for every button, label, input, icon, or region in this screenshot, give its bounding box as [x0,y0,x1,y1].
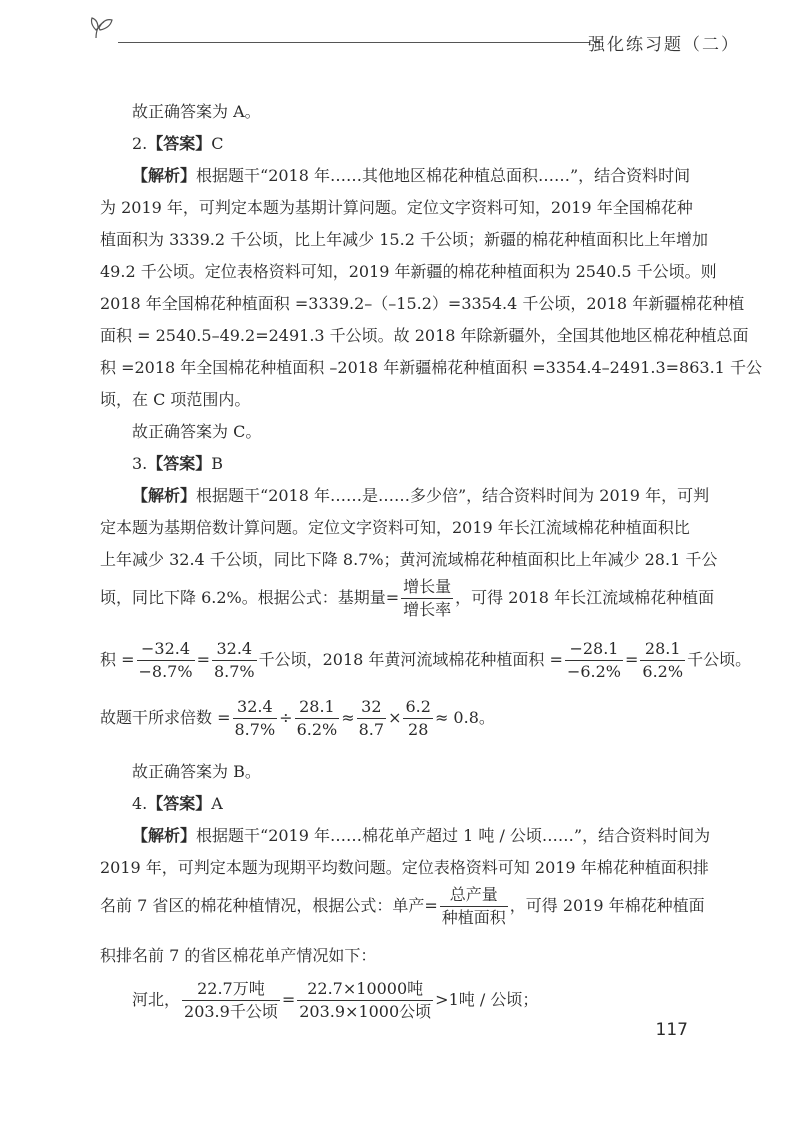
analysis-text: 根据题干“2018 年……其他地区棉花种植总面积……”，结合资料时间 [196,166,691,185]
header-rule [118,42,590,43]
formula-text: ≈ 0.8。 [434,708,495,727]
body-line: 积排名前 7 的省区棉花单产情况如下： [100,946,377,965]
formula-text: 河北， [132,990,181,1009]
chapter-title: 强化练习题（二） [588,35,740,55]
formula-text: 名前 7 省区的棉花种植情况，根据公式：单产= [100,896,438,915]
numerator: 28.1 [295,696,340,719]
fraction [295,696,340,741]
analysis-line [132,164,690,188]
denominator: 6.2% [642,662,684,681]
formula-text: 故题干所求倍数 = [100,708,231,727]
denominator: 种植面积 [441,908,506,927]
body-line: 为 2019 年，可判定本题为基期计算问题。定位文字资料可知，2019 年全国棉花种 [100,198,693,217]
analysis-text: 根据题干“2019 年……棉花单产超过 1 吨 / 公顷……”，结合资料时间为 [196,826,711,845]
operator: ≈ [341,708,355,727]
numerator: −32.4 [137,638,195,661]
denominator: 8.7 [358,720,385,739]
question-number: 2. [132,134,148,153]
fraction [403,696,432,741]
page-header [90,14,740,54]
body-line: 49.2 千公顷。定位表格资料可知，2019 年新疆的棉花种植面积为 2540.5 千公顷。则 [100,262,717,281]
analysis-label: 【解析】 [132,486,197,505]
answer-heading-2 [132,132,224,156]
body-line: 2019 年，可判定本题为现期平均数问题。定位表格资料可知 2019 年棉花种植面积排 [100,858,709,877]
answer-heading-3 [132,452,223,476]
numerator: 32 [357,696,386,719]
numerator: 总产量 [440,884,508,907]
question-number: 4. [132,794,148,813]
formula-line [100,636,751,684]
body-line: 上年减少 32.4 千公顷，同比下降 8.7%；黄河流域棉花种植面积比上年减少 28.1 千公 [100,550,718,569]
formula-line [100,574,714,622]
analysis-line [132,484,709,508]
analysis-label: 【解析】 [132,826,197,845]
answer-value: C [211,134,224,153]
question-number: 3. [132,454,148,473]
answer-label: 【答案】 [147,794,212,813]
numerator: 32.4 [212,638,257,661]
fraction [233,696,278,741]
body-line: 植面积为 3339.2 千公顷，比上年减少 15.2 千公顷；新疆的棉花种植面积比上年增加 [100,230,708,249]
denominator: −6.2% [566,662,621,681]
fraction [297,978,433,1023]
numerator: 6.2 [403,696,432,719]
operator: = [625,650,639,669]
fraction [357,696,386,741]
formula-text: 千公顷，2018 年黄河流域棉花种植面积 = [258,650,563,669]
answer-value: A [211,794,223,813]
operator: = [281,990,296,1009]
answer-heading-4 [132,792,223,816]
body-line: 积 =2018 年全国棉花种植面积 –2018 年新疆棉花种植面积 =3354.4–2491.3=863.1 千公 [100,358,762,377]
analysis-line [132,824,710,848]
answer-value: B [211,454,224,473]
operator: × [388,708,402,727]
leaf-icon [90,16,120,40]
formula-line [132,976,538,1024]
fraction [565,638,623,683]
numerator: 22.7×10000吨 [297,978,433,1001]
answer-conclusion-2: 故正确答案为 C。 [132,422,262,441]
formula-text: 顷，同比下降 6.2%。根据公式：基期量= [100,588,400,607]
answer-conclusion-3: 故正确答案为 B。 [132,762,261,781]
fraction [182,978,280,1023]
operator: ÷ [279,708,293,727]
body-line: 面积 = 2540.5–49.2=2491.3 千公顷。故 2018 年除新疆外，全国其他地区棉花种植总面 [100,326,749,345]
answer-label: 【答案】 [147,454,212,473]
denominator: 增长率 [403,600,452,619]
numerator: 32.4 [233,696,278,719]
denominator: 6.2% [296,720,338,739]
fraction [440,884,508,929]
fraction [137,638,195,683]
denominator: 203.9×1000公顷 [299,1002,432,1021]
numerator: 28.1 [640,638,685,661]
denominator: −8.7% [138,662,193,681]
formula-text: 千公顷。 [687,650,752,669]
fraction [212,638,257,683]
formula-text: ，可得 2018 年长江流域棉花种植面 [455,588,715,607]
answer-label: 【答案】 [147,134,212,153]
answer-conclusion-1: 故正确答案为 A。 [132,102,261,121]
numerator: 增长量 [401,576,453,599]
formula-line [100,694,495,742]
formula-text: >1吨 / 公顷； [435,990,539,1009]
denominator: 8.7% [213,662,255,681]
analysis-label: 【解析】 [132,166,197,185]
numerator: −28.1 [565,638,623,661]
body-line: 顷，在 C 项范围内。 [100,390,251,409]
fraction [401,576,453,621]
formula-line [100,882,705,930]
denominator: 8.7% [234,720,276,739]
operator: = [196,650,210,669]
denominator: 203.9千公顷 [184,1002,278,1021]
page-number: 117 [655,1020,688,1040]
denominator: 28 [408,720,429,739]
analysis-text: 根据题干“2018 年……是……多少倍”，结合资料时间为 2019 年，可判 [196,486,710,505]
fraction [640,638,685,683]
formula-text: 积 = [100,650,135,669]
body-line: 定本题为基期倍数计算问题。定位文字资料可知，2019 年长江流域棉花种植面积比 [100,518,690,537]
numerator: 22.7万吨 [182,978,280,1001]
body-line: 2018 年全国棉花种植面积 =3339.2–（–15.2）=3354.4 千公顷，2018 年新疆棉花种植 [100,294,745,313]
formula-text: ，可得 2019 年棉花种植面 [509,896,705,915]
